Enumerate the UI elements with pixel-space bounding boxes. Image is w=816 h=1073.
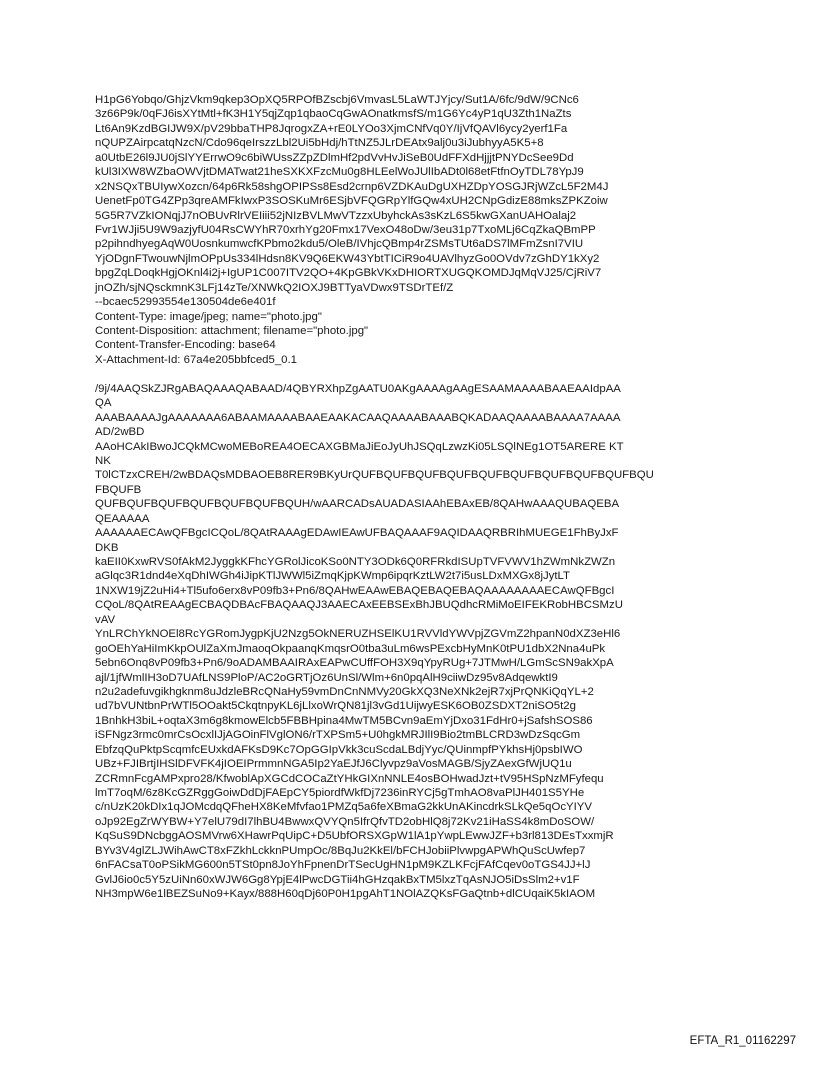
text-line: 5G5R7VZkIONqjJ7nOBUvRlrVEIiii52jNIzBVLMwVTzzxUbyhckAs3sKzL6S5kwGXanUAHOalaj2 [95,209,577,222]
text-line: p2pihndhyegAqW0UosnkumwcfKPbmo2kdu5/OleB/IVhjcQBmp4rZSMsTUt6aDS7lMFmZsnI7VIU [95,238,584,251]
email-raw-text [95,93,795,902]
text-line: AAAAAAECAwQFBgcICQoL/8QAtRAAAgEDAwIEAwUFBAQAAAF9AQIDAAQRBRIhMUEGE1FhByJxF [95,527,619,540]
text-line: 6nFACsaT0oPSikMG600n5TSt0pn8JoYhFpnenDrTSecUgHN1pM9KZLKFcjFAfCqev0oTGS4JJ+lJ [95,859,591,872]
text-line: goOEhYaHiImKkpOUlZaXmJmaoqOkpaanqKmqsrO0tba3uLm6wsPExcbHyMnK0tPU1dbX2Nna4uPk [95,642,606,655]
text-line: T0lCTzxCREH/2wBDAQsMDBAOEB8RER9BKyUrQUFBQUFBQUFBQUFBQUFBQUFBQUFBQUFBQUFBQU [95,469,654,482]
text-line: AAoHCAkIBwoJCQkMCwoMEBoREA4OECAXGBMaJiEoJyUhJSQqLzwzKi05LSQlNEg1OT5ARERE KT [95,440,624,453]
text-line: Content-Transfer-Encoding: base64 [95,339,276,352]
text-line: oJp92EgZrWYBW+Y7elU79dI7lhBU4BwwxQVYQn5IfrQfvTD2obHlQ8j72Kv21iHaSS4k8mDoSOW/ [95,815,595,828]
text-line [95,367,795,381]
text-line: AAABAAAAJgAAAAAAA6ABAAMAAAABAAEAAKACAAQAAAABAAABQKADAAQAAAABAAAA7AAAA [95,411,621,424]
text-line: aGlqc3R1dnd4eXqDhIWGh4iJipKTlJWWl5iZmqKjpKWmp6ipqrKztLW2t7i5usLDxMXGx8jJytLT [95,570,570,583]
text-line: 5ebn6Onq8vP09fb3+Pn6/9oADAMBAAIRAxEAPwCUffFOH3X9qYpyRUg+7JTMwH/LGmScSN9akXpA [95,657,614,670]
text-line: QUFBQUFBQUFBQUFBQUFBQUFBQUH/wAARCADsAUADASIAAhEBAxEB/8QAHwAAAQUBAQEBA [95,498,620,511]
text-line: Fvr1WJji5U9W9azjyfU04RsCWYhR70xrhYg20Fmx17VexO48oDw/3eu31p7TxoMLj6CqZkaQBmPP [95,223,596,236]
text-line: jnOZh/sjNQsckmnK3LFj14zTe/XNWkQ2IOXJ9BTTyaVDwx9TSDrTEf/Z [95,281,454,294]
text-line: lmT7oqM/6z8KcGZRggGoiwDdDjFAEpCY5piordfWkfDj7236inRYCj5gTmhAO8vaPlJH401S5YHe [95,787,585,799]
text-line: H1pG6Yobqo/GhjzVkm9qkep3OpXQ5RPOfBZscbj6VmvasL5LaWTJYjcy/Sut1A/6fc/9dW/9CNc6 [95,94,579,106]
text-line: UenetFp0TG4ZPp3qreAMFkIwxP3SOSKuMr6ESjbVFQGRpYlfGQw4xUH2CNpGdizE88mksZPKZoiw [95,195,608,208]
text-line: ud7bVUNtbnPrWTl5OOakt5CkqtnpyKL6jLlxoWrQN81jl3vGd1UijwyESK6OB0ZSDXT2niSO5t2g [95,700,576,713]
text-line: ajl/1jfWmlIH3oD7UAfLNS9PloP/AC2oGRTjOz6UnSl/Wlm+6n0pqAlH9ciiwDz95v8AdqewktI9 [95,671,558,684]
text-line: X-Attachment-Id: 67a4e205bbfced5_0.1 [95,353,298,366]
text-line: /9j/4AAQSkZJRgABAQAAAQABAAD/4QBYRXhpZgAATU0AKgAAAAgAAgESAAMAAAABAAEAAIdpAA [95,382,621,395]
text-line: GvlJ6io0c5Y5zUiNn60xWJW6Gg8YpjE4lPwcDGTii4hGHzqakBxTM5lxzTqAsNJO5iDsSlm2+v1F [95,873,580,886]
text-line: ZCRmnFcgAMPxpro28/KfwoblApXGCdCOCaZtYHkGIXnNNLE4osBOHwadJzt+tV95HSpNzMFyfequ [95,772,604,785]
text-line: NH3mpW6e1lBEZSuNo9+Kayx/888H60qDj60P0H1pgAhT1NOlAZQKsFGaQtnb+dlCUqaiK5kIAOM [95,888,596,901]
text-line: BYv3V4glZLJWihAwCT8xFZkhLckknPUmpOc/8BqJu2KkEl/bFCHJobiiPlvwpgAPWhQuScUwfep7 [95,844,586,857]
text-line: a0UtbE26l9JU0jSlYYErrwO9c6biWUssZZpZDlmHf2pdVvHvJiSeB0UdFFXdHjjjtPNYDcSee9Dd [95,151,574,164]
text-line: nQUPZAirpcatqNzcN/Cdo96qeIrszzLbl2Ui5bHdj/hTtNZ5JLrDEAtx9alj0u3iJubhyyA5K5+8 [95,137,544,150]
text-line: x2NSQxTBUIywXozcn/64p6Rk58shgOPIPSs8Esd2crnp6VZDKAuDgUXHZDpYOSGJRjWZcL5F2M4J [95,180,609,193]
text-line: 1NXW19jZ2uHi4+Tl5ufo6erx8vP09fb3+Pn6/8QAHwEAAwEBAQEBAQEBAQAAAAAAAAECAwQFBgcI [95,584,615,597]
text-line: EbfzqQuPktpScqmfcEUxkdAFKsD9Kc7OpGGIpVkk3cuScdaLBdjYyc/QUinmpfPYkhsHj0psbIWO [95,743,583,756]
text-line: 3z66P9k/0qFJ6isXYtMtl+fK3H1Y5qjZqp1qbaoCqGwAOnatkmsfS/m1G6Yc4yP1qU3Zth1NaZts [95,108,572,121]
text-line: YjODgnFTwouwNjlmOPpUs334lHdsn8KV9Q6EKW43YbtTICiR9o4UAVlhyzGo0OVdv7zGhDY1kXy2 [95,252,600,265]
text-line: kUl3IXW8WZbaOWVjtDMATwat21heSXKXFzcMu0g8HLEelWoJUlIbADt0l68etFtfnOyTDL78YpJ9 [95,166,584,179]
document-id-label: EFTA_R1_01162297 [689,1035,796,1047]
text-line: iSFNgz3rmc0mrCsOcxlIJjAGOinFlVglON6/rTXPSm5+U0hgkMRJIlI9Bio2tmBLCRD3wDzSqcGm [95,729,581,742]
text-line: DKB [95,541,119,554]
text-line: Content-Disposition: attachment; filename="photo.jpg" [95,325,369,337]
text-line: c/nUzK20kDIx1qJOMcdqQFheHX8KeMfvfao1PMZq5a6feXBmaG2kkUnAKincdrkSLkQe5qOcYIYV [95,801,592,814]
text-line: AD/2wBD [95,426,145,439]
text-line: KqSuS9DNcbggAOSMVrw6XHawrPqUipC+D5UbfORSXGpW1lA1pYwpLEwwJZF+b3rl813DEsTxxmjR [95,830,614,843]
text-line: Lt6An9KzdBGIJW9X/pV29bbaTHP8JqrogxZA+rE0LYOo3XjmCNfVq0Y/IjVfQAVl6ycy2yerf1Fa [95,122,568,135]
text-line: kaEII0KxwRVS0fAkM2JyggkKFhcYGRolJicoKSo0NTY3ODk6Q0RFRkdISUpTVFVWV1hZWmNkZWZn [95,556,616,568]
text-line: CQoL/8QAtREAAgECBAQDBAcFBAQAAQJ3AAECAxEEBSExBhJBUQdhcRMiMoEIFEKRobHBCSMzU [95,599,623,612]
text-line: QA [95,397,112,410]
text-line: bpgZqLDoqkHgjOKnl4i2j+IgUP1C007ITV2QO+4KpGBkVKxDHIORTXUGQKOMDJqMqVJ25/CjRiV7 [95,267,602,280]
text-line: Content-Type: image/jpeg; name="photo.jpg" [95,310,322,323]
text-line: 1BnhkH3biL+oqtaX3m6g8kmowElcb5FBBHpina4MwTM5BCvn9aEmYjDxo31FdHr0+jSafshSOS86 [95,714,593,727]
text-line: FBQUFB [95,483,142,496]
text-line: NK [95,454,111,467]
text-line: vAV [95,613,116,626]
text-line: QEAAAAA [95,512,150,525]
text-line: YnLRChYkNOEl8RcYGRomJygpKjU2Nzg5OkNERUZHSElKU1RVVldYWVpjZGVmZ2hpanN0dXZ3eHl6 [95,628,621,641]
text-line: --bcaec52993554e130504de6e401f [95,296,276,309]
text-line: n2u2adefuvgikhgknm8uJdzleBRcQNaHy59vmDnCnNMVy20GkXQ3NeXNk2ejR7xjPrQNKiQqYL+2 [95,685,594,698]
text-line: UBz+FJIBrtjIHSlDFVFK4jIOEIPrmmnNGA5Ip2YaEJfJ6Clyvpz9aVosMAGB/SjyZAexGfWjUQ1u [95,758,572,771]
